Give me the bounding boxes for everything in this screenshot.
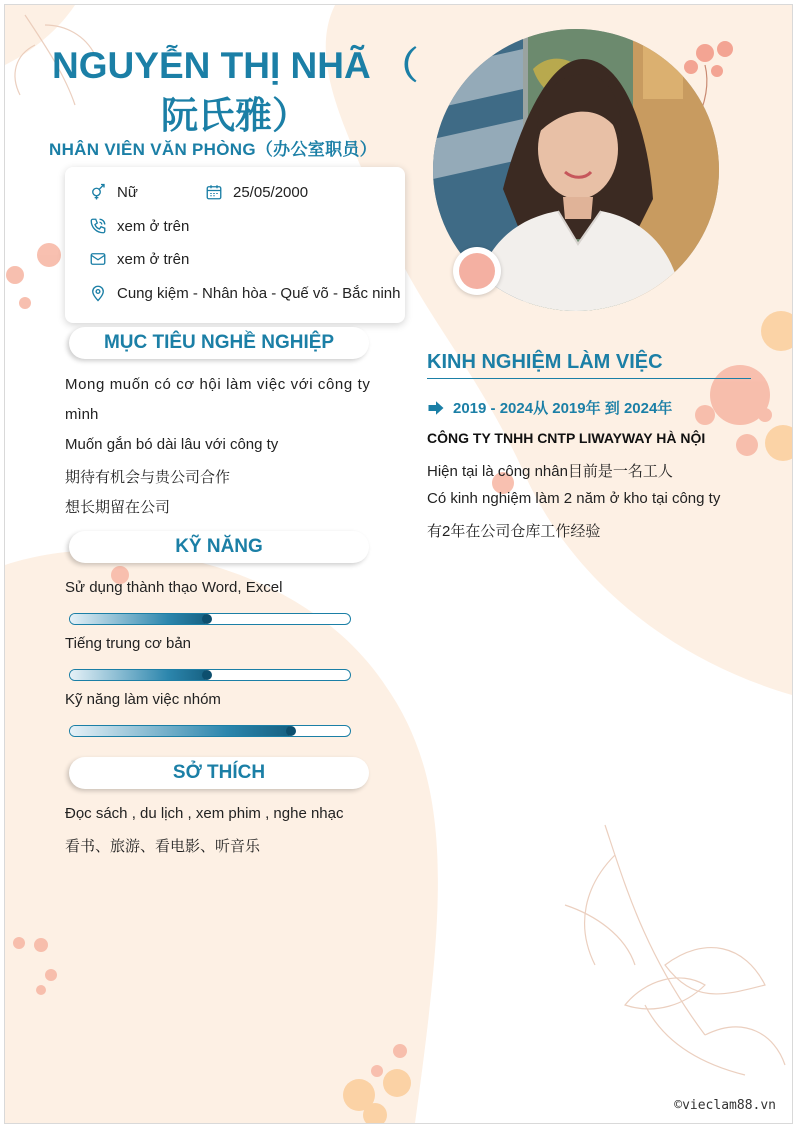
candidate-name-line1: NGUYỄN THỊ NHÃ （ <box>52 45 418 86</box>
phone-value: xem ở trên <box>117 217 190 235</box>
contact-email <box>89 250 189 268</box>
skills-heading: KỸ NĂNG <box>69 531 369 563</box>
skill-bar <box>69 613 351 625</box>
birthday-value: 25/05/2000 <box>233 183 309 201</box>
objective-line: Mong muốn có cơ hội làm việc với công ty <box>65 376 371 393</box>
skill-bar <box>69 669 351 681</box>
contact-card <box>65 167 405 323</box>
skill-label: Kỹ năng làm việc nhóm <box>65 691 221 708</box>
candidate-name-line2: 阮氏雅） <box>161 95 309 136</box>
hobby-line: 看书、旅游、看电影、听音乐 <box>65 838 261 855</box>
cv-page <box>4 4 793 1124</box>
email-value: xem ở trên <box>117 250 190 268</box>
company-name: CÔNG TY TNHH CNTP LIWAYWAY HÀ NỘI <box>427 430 706 446</box>
candidate-name <box>45 41 425 141</box>
experience-line: Hiện tại là công nhân目前是一名工人 <box>427 463 673 480</box>
job-title: NHÂN VIÊN VĂN PHÒNG（办公室职员） <box>49 140 377 159</box>
contact-address <box>89 284 400 302</box>
objective-line: 期待有机会与贵公司合作 <box>65 469 231 486</box>
phone-icon <box>89 217 107 235</box>
gender-value: Nữ <box>117 183 138 201</box>
watermark: ©vieclam88.vn <box>674 1098 776 1113</box>
objective-heading: MỤC TIÊU NGHỀ NGHIỆP <box>69 327 369 359</box>
experience-line: Có kinh nghiệm làm 2 năm ở kho tại công ty <box>427 490 721 507</box>
experience-period <box>427 397 672 418</box>
hobbies-heading: SỞ THÍCH <box>69 757 369 789</box>
objective-line: 想长期留在公司 <box>65 499 171 516</box>
location-icon <box>89 284 107 302</box>
gender-icon <box>89 183 107 201</box>
contact-birthday <box>205 183 308 201</box>
contact-gender <box>89 183 138 201</box>
photo-decoration-dot <box>453 247 501 295</box>
address-value: Cung kiệm - Nhân hòa - Quế võ - Bắc ninh <box>117 284 401 302</box>
experience-period-text: 2019 - 2024从 2019年 到 2024年 <box>453 400 673 417</box>
objective-line: Muốn gắn bó dài lâu với công ty <box>65 436 279 453</box>
experience-line: 有2年在公司仓库工作经验 <box>427 523 601 540</box>
skill-label: Sử dụng thành thạo Word, Excel <box>65 579 283 596</box>
skill-label: Tiếng trung cơ bản <box>65 635 192 652</box>
hobby-line: Đọc sách , du lịch , xem phim , nghe nhạc <box>65 805 344 822</box>
objective-line: mình <box>65 406 99 423</box>
contact-phone <box>89 217 189 235</box>
mail-icon <box>89 250 107 268</box>
arrow-right-icon <box>427 399 445 417</box>
experience-heading: KINH NGHIỆM LÀM VIỆC <box>427 351 751 379</box>
skill-bar <box>69 725 351 737</box>
calendar-icon <box>205 183 223 201</box>
